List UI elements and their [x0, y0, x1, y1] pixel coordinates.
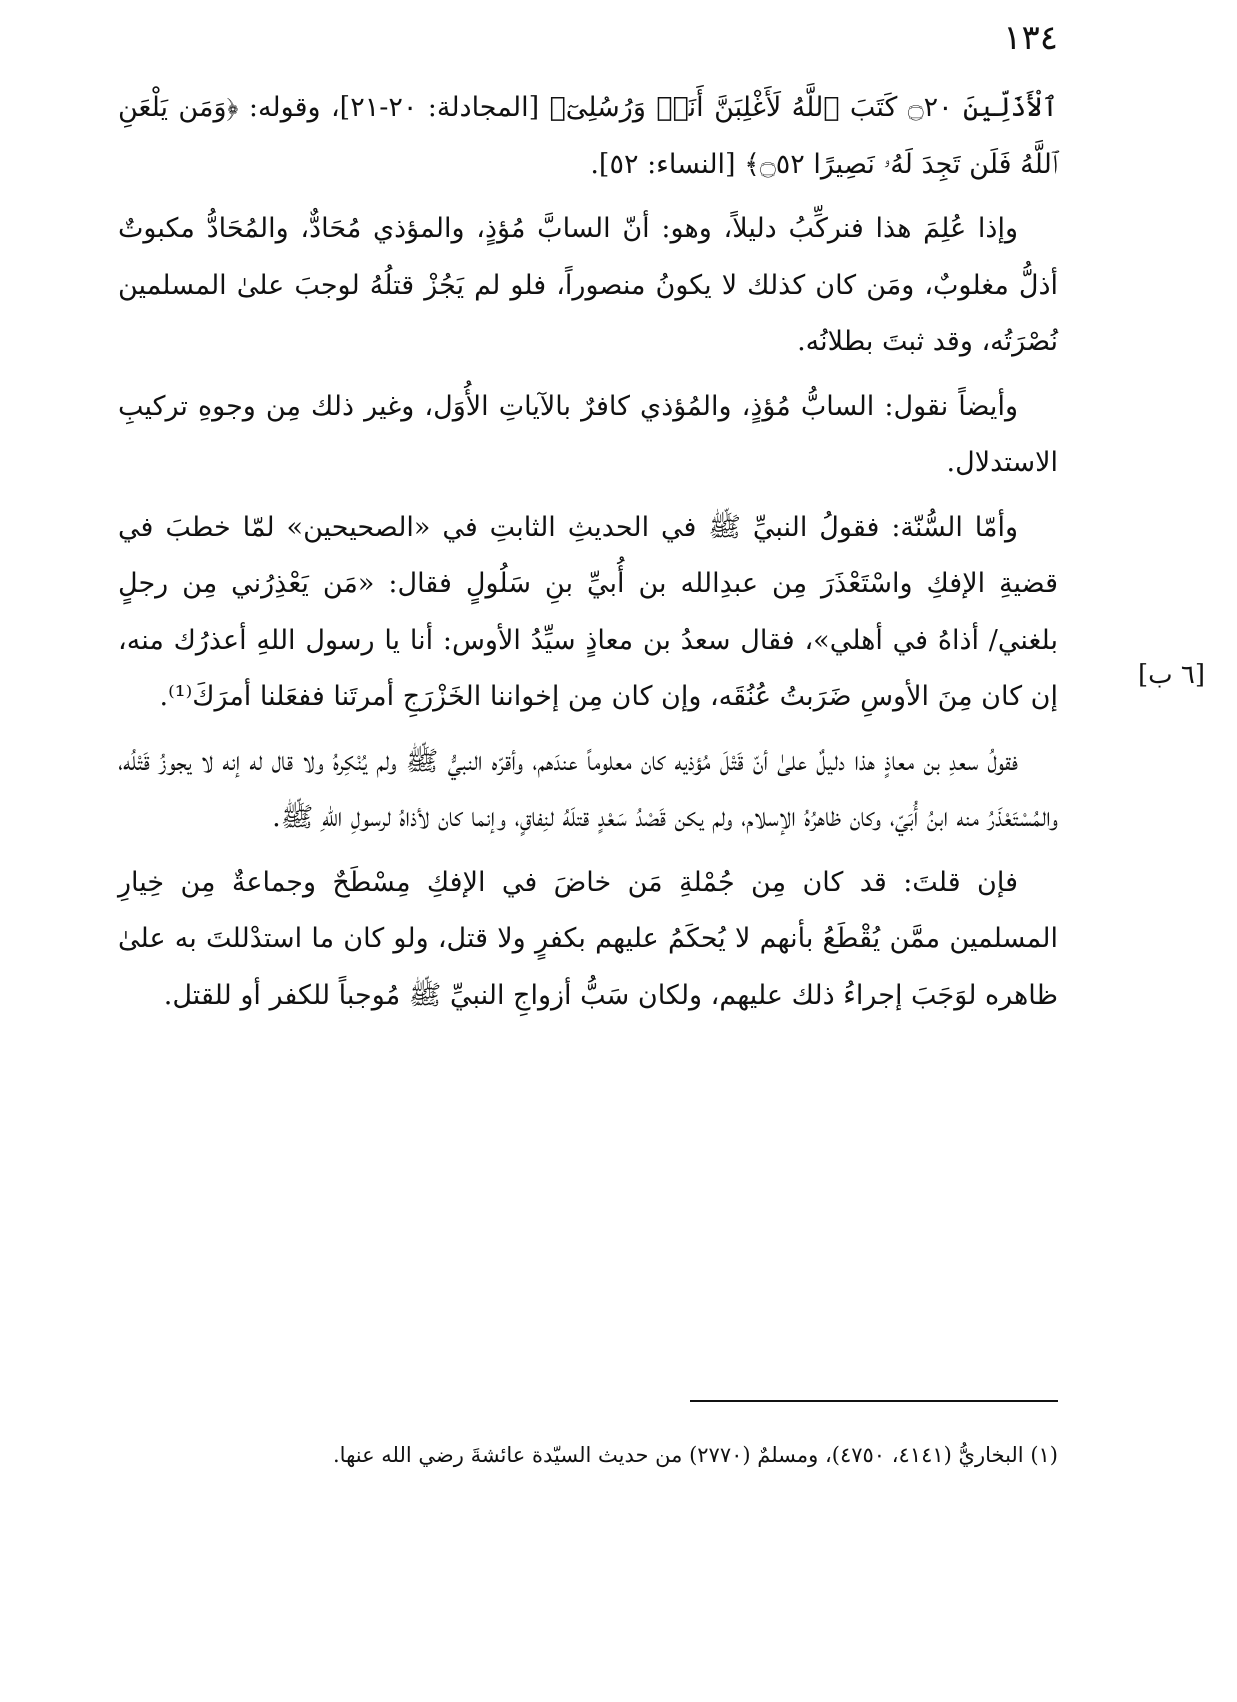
- paragraph-argument: وإذا عُلِمَ هذا فنركِّبُ دليلاً، وهو: أنّ السابَّ مُؤذٍ، والمؤذي مُحَادٌّ، والمُحَادُّ مكبوتٌ أذلُّ مغلوبٌ، ومَن كان كذلك لا يكونُ منصوراً، فلو لم يَجُزْ قتلُهُ لوجبَ علىٰ المسلمين نُصْرَتُه، وقد ثبتَ بطلانُه.: [118, 213, 1058, 357]
- paragraph-saad-statement: فقولُ سعدِ بن معاذٍ هذا دليلٌ علىٰ أنّ قَتْلَ مُؤذيه كان معلوماً عندَهم، وأقرّه النبيُّ ﷺ ولم يُنْكِرهُ ولا قال له إنه لا يجوزُ قَتْلُه، والمُسْتَعْذَرُ منه ابنُ أُبَيّ، وكان ظاهرُهُ الإسلام، ولم يكن قَصْدُ سَعْدٍ قتلَهُ لنِفاقٍ، وإنما كان لأذاهُ لرسولِ اللهِ ﷺ.: [118, 745, 1058, 833]
- footnote: (١) البخاريُّ (٤١٤١، ٤٧٥٠)، ومسلمٌ (٢٧٧٠) من حديث السيّدة عائشةَ رضي الله عنها.: [333, 1443, 1058, 1467]
- manuscript-folio-marker: [٦ ب]: [1138, 660, 1206, 690]
- paragraph-also: وأيضاً نقول: السابُّ مُؤذٍ، والمُؤذي كافرٌ بالآياتِ الأُوَل، وغير ذلك مِن وجوهِ تركيبِ الاستدلال.: [118, 390, 1058, 478]
- paragraph-quran-citation: ٱلْأَذَلِّينَ ۝٢٠ كَتَبَ ٱللَّهُ لَأَغْلِبَنَّ أَنَا۠ وَرُسُلِىٓ﴾ [المجادلة: ٢٠-٢١]، وقوله: ﴿وَمَن يَلْعَنِ ٱللَّهُ فَلَن تَجِدَ لَهُۥ نَصِيرًا ۝٥٢﴾ [النساء: ٥٢].: [118, 92, 1058, 180]
- page-number: ١٣٤: [1003, 18, 1058, 58]
- body-text: [118, 80, 1058, 1032]
- footnote-divider: [690, 1400, 1058, 1402]
- paragraph-sunnah: وأمّا السُّنّة: فقولُ النبيِّ ﷺ في الحديثِ الثابتِ في «الصحيحين» لمّا خطبَ في قضيةِ الإفكِ واسْتَعْذَرَ مِن عبدِالله بن أُبيِّ بنِ سَلُولٍ فقال: «مَن يَعْذِرُني مِن رجلٍ بلغني/ أذاهُ في أهلي»، فقال سعدُ بن معاذٍ سيِّدُ الأوس: أنا يا رسول اللهِ أعذرُك منه، إن كان مِنَ الأوسِ ضَرَبتُ عُنُقَه، وإن كان مِن إخواننا الخَزْرَجِ أمرتَنا ففعَلنا أمرَكَ⁽¹⁾.: [118, 511, 1058, 712]
- paragraph-objection: فإن قلتَ: قد كان مِن جُمْلةِ مَن خاضَ في الإفكِ مِسْطَحٌ وجماعةٌ مِن خِيارِ المسلمين ممَّن يُقْطَعُ بأنهم لا يُحكَمُ عليهم بكفرٍ ولا قتل، ولو كان ما استدْللتَ به علىٰ ظاهره لوَجَبَ إجراءُ ذلك عليهم، ولكان سَبُّ أزواجِ النبيِّ ﷺ مُوجباً للكفر أو للقتل.: [118, 866, 1058, 1011]
